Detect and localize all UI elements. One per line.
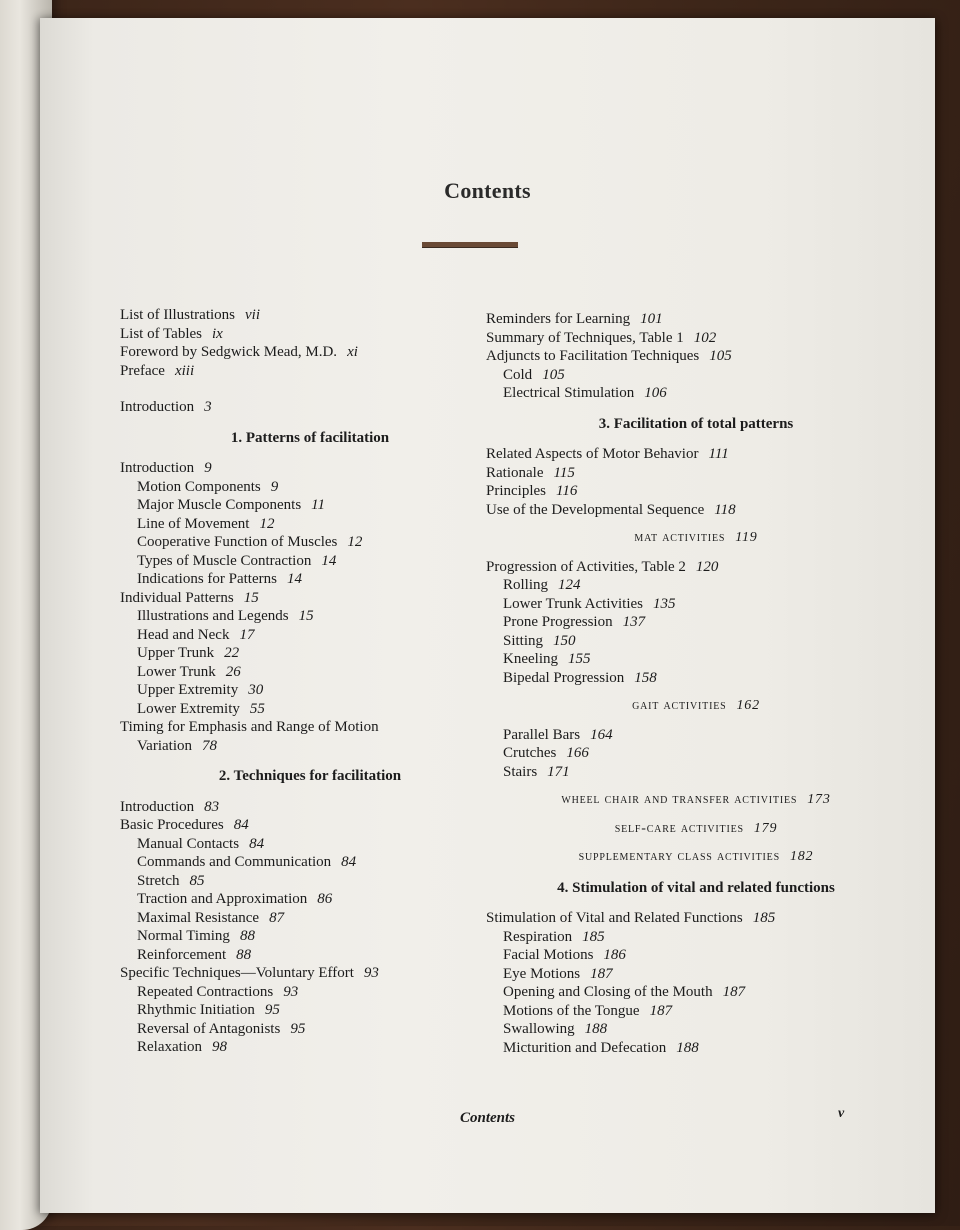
toc-entry xyxy=(120,533,500,552)
toc-entry-label: Sitting xyxy=(503,632,544,649)
toc-entry xyxy=(486,347,906,366)
toc-entry-label: Reinforcement xyxy=(137,946,227,963)
toc-entry xyxy=(486,1039,906,1058)
toc-entry xyxy=(486,1002,906,1021)
toc-entry xyxy=(486,366,906,385)
section-heading xyxy=(486,820,906,839)
toc-entry-label: Micturition and Defecation xyxy=(503,1039,667,1056)
toc-entry-page: 187 xyxy=(649,1002,673,1019)
toc-entry xyxy=(120,681,500,700)
toc-entry-label: Maximal Resistance xyxy=(137,909,260,926)
toc-entry xyxy=(486,576,906,595)
toc-entry-page: 185 xyxy=(582,928,605,945)
toc-entry xyxy=(486,501,906,520)
toc-entry xyxy=(486,464,906,483)
toc-entry-page: ix xyxy=(212,325,223,342)
toc-entry-page: 111 xyxy=(708,446,729,462)
toc-entry-page: 15 xyxy=(243,589,259,606)
toc-entry-label: Foreword by Sedgwick Mead, M.D. xyxy=(120,344,338,360)
toc-entry-page: 84 xyxy=(233,817,249,833)
toc-entry xyxy=(120,570,500,589)
toc-entry-label: Lower Extremity xyxy=(137,700,240,717)
toc-entry-label: Preface xyxy=(120,362,165,379)
toc-entry-label: Normal Timing xyxy=(137,928,230,944)
toc-entry xyxy=(120,964,500,983)
toc-entry-label: Electrical Stimulation xyxy=(503,385,635,401)
toc-entry-page: 115 xyxy=(553,464,575,481)
toc-entry-page: 137 xyxy=(622,614,646,630)
toc-entry-page: 155 xyxy=(567,651,591,667)
toc-entry-page: 78 xyxy=(201,737,217,754)
toc-entry-page: 55 xyxy=(249,700,265,717)
toc-entry-label: Head and Neck xyxy=(137,626,230,643)
toc-entry xyxy=(120,398,500,417)
toc-entry xyxy=(120,306,500,325)
toc-entry-page: 14 xyxy=(321,552,337,569)
toc-entry xyxy=(120,478,500,497)
toc-entry-page: 22 xyxy=(224,645,240,661)
toc-entry-page: 188 xyxy=(584,1021,608,1037)
section-page-number: 119 xyxy=(735,530,758,545)
toc-entry-page: xi xyxy=(347,344,358,360)
spacer xyxy=(120,380,500,398)
toc-entry xyxy=(486,482,906,501)
toc-entry-page: 187 xyxy=(590,965,613,982)
toc-entry-label: Lower Trunk xyxy=(137,663,216,680)
toc-entry-label: Introduction xyxy=(120,399,195,415)
toc-entry-page: 84 xyxy=(249,835,265,852)
section-page-number: 179 xyxy=(753,820,778,836)
toc-entry-page: 150 xyxy=(553,632,576,649)
toc-entry-label: Kneeling xyxy=(503,651,558,667)
toc-entry xyxy=(120,798,500,817)
page-number: v xyxy=(838,1106,845,1121)
toc-entry-page: 105 xyxy=(709,348,732,364)
toc-entry xyxy=(120,325,500,344)
toc-entry xyxy=(120,343,500,362)
toc-entry-page: 98 xyxy=(211,1039,227,1055)
section-label: mat activities xyxy=(634,530,726,545)
toc-entry xyxy=(486,632,906,651)
toc-entry-page: 86 xyxy=(317,891,333,907)
title-rule xyxy=(422,242,518,248)
toc-entry-page: 95 xyxy=(264,1002,280,1018)
toc-entry xyxy=(120,515,500,534)
toc-entry-label: Stimulation of Vital and Related Functions xyxy=(486,910,743,926)
toc-entry-label: Rhythmic Initiation xyxy=(137,1002,255,1018)
toc-entry xyxy=(486,763,906,782)
toc-entry-page: 3 xyxy=(204,399,212,415)
toc-entry-page: 158 xyxy=(634,669,657,686)
toc-entry-label: Relaxation xyxy=(137,1039,202,1055)
toc-entry xyxy=(486,726,906,745)
toc-entry xyxy=(120,890,500,909)
section-page-number: 173 xyxy=(807,792,831,807)
toc-entry-label: Major Muscle Components xyxy=(137,497,302,513)
toc-entry-page: 15 xyxy=(298,608,314,624)
toc-entry xyxy=(120,737,500,756)
toc-entry xyxy=(120,589,500,608)
toc-entry-label: Rationale xyxy=(486,464,544,481)
running-footer: Contents xyxy=(459,1110,516,1126)
toc-entry-page: 12 xyxy=(347,534,363,550)
toc-entry xyxy=(120,552,500,571)
toc-entry-page: 120 xyxy=(695,558,719,575)
toc-entry-label: Repeated Contractions xyxy=(137,983,274,1000)
toc-entry-label: Reminders for Learning xyxy=(486,311,631,327)
toc-entry xyxy=(120,1020,500,1039)
toc-entry-label: Illustrations and Legends xyxy=(137,608,289,624)
toc-entry xyxy=(486,965,906,984)
toc-entry-label: Use of the Developmental Sequence xyxy=(486,501,705,518)
toc-entry-label: Respiration xyxy=(503,928,573,945)
toc-entry xyxy=(120,626,500,645)
toc-entry xyxy=(486,669,906,688)
toc-entry-label: Traction and Approximation xyxy=(137,891,308,907)
toc-entry-label: Timing for Emphasis and Range of Motion xyxy=(120,719,379,735)
toc-entry-page: xiii xyxy=(174,362,195,379)
toc-entry-page: 164 xyxy=(590,726,613,743)
toc-entry-label: Reversal of Antagonists xyxy=(137,1020,281,1037)
section-heading xyxy=(486,791,906,810)
toc-entry-label: Eye Motions xyxy=(503,965,581,982)
toc-entry-label: Individual Patterns xyxy=(120,589,234,606)
chapter-heading: 2. Techniques for facilitation xyxy=(218,768,402,784)
toc-entry-page: 88 xyxy=(239,928,255,944)
toc-entry-page: 87 xyxy=(269,909,285,926)
toc-entry-page: 30 xyxy=(248,682,264,698)
toc-entry-label: Basic Procedures xyxy=(120,817,224,833)
book-page xyxy=(40,18,935,1213)
toc-entry xyxy=(486,1020,906,1039)
toc-entry xyxy=(120,663,500,682)
toc-entry-page: 93 xyxy=(363,965,379,981)
toc-entry xyxy=(120,362,500,381)
chapter-heading: 3. Facilitation of total patterns xyxy=(598,415,794,432)
toc-entry-label: Swallowing xyxy=(503,1021,575,1037)
page-title: Contents xyxy=(444,178,531,203)
toc-entry-page: 101 xyxy=(640,311,663,327)
toc-entry-label: Indications for Patterns xyxy=(137,571,277,587)
toc-entry-label: Facial Motions xyxy=(503,947,594,963)
toc-entry-label: Principles xyxy=(486,483,546,499)
toc-entry-page: 102 xyxy=(693,329,717,346)
section-label: self-care activities xyxy=(614,820,744,836)
toc-entry xyxy=(486,909,906,928)
toc-entry-label: Parallel Bars xyxy=(503,726,581,743)
toc-entry-label: Motion Components xyxy=(137,478,261,495)
toc-entry-page: 116 xyxy=(556,483,578,499)
toc-entry-page: 93 xyxy=(283,983,299,1000)
toc-entry-label: Stretch xyxy=(137,872,180,889)
toc-entry xyxy=(120,496,500,515)
toc-entry-label: Crutches xyxy=(503,745,557,761)
section-heading xyxy=(486,529,906,548)
toc-entry-label: Progression of Activities, Table 2 xyxy=(486,558,686,575)
toc-entry-page: 124 xyxy=(558,577,581,593)
toc-entry-label: Summary of Techniques, Table 1 xyxy=(486,329,684,346)
toc-entry-page: 106 xyxy=(644,385,667,401)
toc-entry-label: Adjuncts to Facilitation Techniques xyxy=(486,348,700,364)
toc-entry xyxy=(486,329,906,348)
toc-entry-label: Introduction xyxy=(120,460,195,476)
section-page-number: 162 xyxy=(736,698,760,713)
toc-entry xyxy=(486,928,906,947)
toc-entry xyxy=(120,983,500,1002)
toc-entry xyxy=(120,927,500,946)
toc-entry-page: 95 xyxy=(290,1020,306,1037)
toc-entry xyxy=(486,650,906,669)
toc-entry-page: 187 xyxy=(722,984,746,1000)
section-label: wheel chair and transfer activities xyxy=(561,792,798,807)
toc-entry xyxy=(120,816,500,835)
toc-entry-page: 11 xyxy=(311,497,326,513)
toc-entry-page: 9 xyxy=(204,460,212,476)
toc-entry-page: 135 xyxy=(653,595,676,612)
toc-left-column xyxy=(120,306,500,1057)
toc-entry xyxy=(120,718,500,737)
toc-entry xyxy=(486,613,906,632)
toc-entry-label: Manual Contacts xyxy=(137,835,240,852)
toc-entry-label: List of Tables xyxy=(120,325,202,342)
toc-entry-page: 88 xyxy=(236,946,252,963)
toc-entry-label: Related Aspects of Motor Behavior xyxy=(486,446,699,462)
toc-entry xyxy=(120,909,500,928)
section-page-number: 182 xyxy=(789,849,814,864)
toc-entry-label: Variation xyxy=(137,737,192,754)
toc-entry-page: 85 xyxy=(189,872,205,889)
toc-entry xyxy=(486,310,906,329)
toc-entry-label: Types of Muscle Contraction xyxy=(137,552,312,569)
chapter-heading: 1. Patterns of facilitation xyxy=(230,429,390,446)
toc-entry xyxy=(120,853,500,872)
toc-entry xyxy=(120,872,500,891)
toc-entry-page: 84 xyxy=(341,854,357,870)
toc-entry xyxy=(120,835,500,854)
toc-entry-page: 12 xyxy=(259,515,275,532)
toc-entry-page: vii xyxy=(245,307,260,323)
toc-entry xyxy=(120,946,500,965)
toc-entry-page: 186 xyxy=(603,947,626,963)
toc-entry-page: 9 xyxy=(270,478,279,495)
section-label: supplementary class activities xyxy=(578,849,780,864)
toc-entry-label: Line of Movement xyxy=(137,515,250,532)
toc-entry-label: Rolling xyxy=(503,577,549,593)
toc-entry-label: Opening and Closing of the Mouth xyxy=(503,984,713,1000)
toc-entry-label: Lower Trunk Activities xyxy=(503,595,644,612)
toc-entry-label: Prone Progression xyxy=(503,614,613,630)
toc-entry-label: List of Illustrations xyxy=(120,307,235,323)
toc-entry xyxy=(486,983,906,1002)
toc-entry-label: Specific Techniques—Voluntary Effort xyxy=(120,965,354,981)
toc-entry xyxy=(486,445,906,464)
toc-entry-page: 118 xyxy=(714,501,736,518)
toc-entry xyxy=(120,700,500,719)
toc-entry xyxy=(486,946,906,965)
toc-entry-label: Upper Trunk xyxy=(137,645,215,661)
toc-entry-page: 17 xyxy=(239,626,255,643)
toc-entry-page: 166 xyxy=(566,745,589,761)
section-label: gait activities xyxy=(632,698,727,713)
toc-entry xyxy=(486,384,906,403)
toc-entry-label: Commands and Communication xyxy=(137,854,332,870)
toc-entry xyxy=(120,607,500,626)
toc-entry-page: 83 xyxy=(204,798,220,815)
toc-entry-page: 188 xyxy=(676,1039,699,1056)
toc-entry-page: 26 xyxy=(225,663,241,680)
section-heading xyxy=(486,697,906,716)
toc-entry xyxy=(120,1001,500,1020)
toc-right-column xyxy=(486,310,906,1057)
section-heading xyxy=(486,848,906,867)
toc-entry xyxy=(120,459,500,478)
toc-entry-page: 171 xyxy=(547,763,570,780)
toc-entry-page: 14 xyxy=(286,571,302,587)
chapter-heading: 4. Stimulation of vital and related functions xyxy=(557,879,835,896)
toc-entry-label: Cooperative Function of Muscles xyxy=(137,534,338,550)
toc-entry-label: Introduction xyxy=(120,798,195,815)
toc-entry-label: Upper Extremity xyxy=(137,682,239,698)
toc-entry xyxy=(486,595,906,614)
toc-entry-label: Bipedal Progression xyxy=(503,669,625,686)
toc-entry xyxy=(486,558,906,577)
toc-entry xyxy=(120,1038,500,1057)
toc-entry-page: 105 xyxy=(542,366,565,383)
toc-entry-page: 185 xyxy=(752,910,776,926)
toc-entry-label: Motions of the Tongue xyxy=(503,1002,640,1019)
toc-entry-label: Cold xyxy=(503,366,533,383)
toc-entry xyxy=(120,644,500,663)
toc-entry-label: Stairs xyxy=(503,763,538,780)
toc-entry xyxy=(486,744,906,763)
